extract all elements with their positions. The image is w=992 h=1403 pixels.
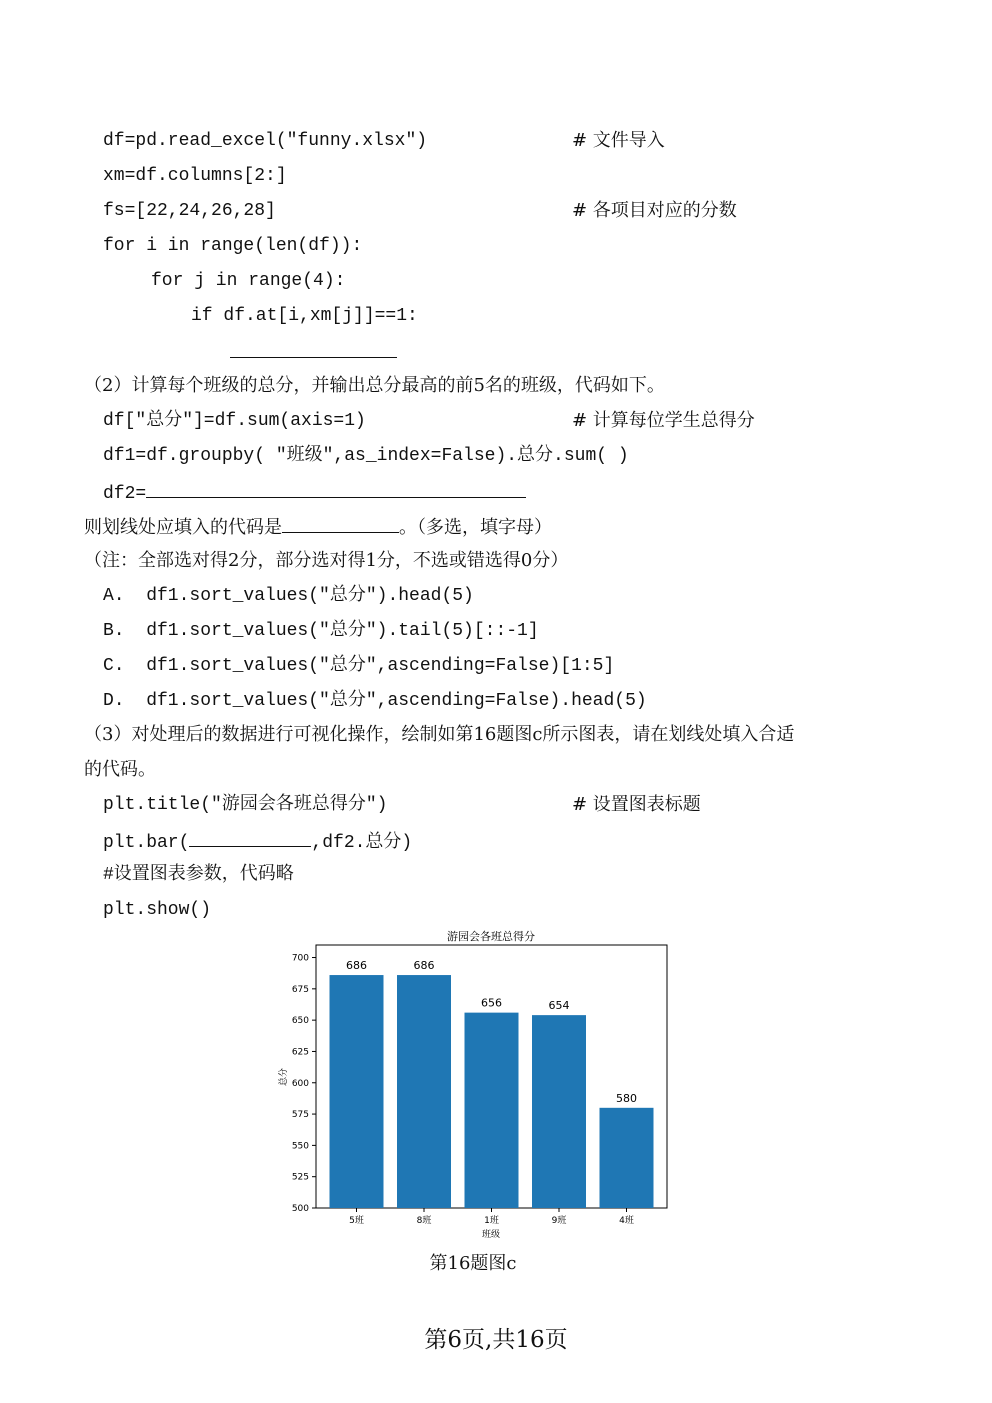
y-tick-label: 625 xyxy=(291,1047,309,1058)
bar xyxy=(465,1013,519,1208)
bar xyxy=(600,1108,654,1208)
code-line-for-j: for j in range(4): xyxy=(151,271,346,291)
q3-code-show: plt.show() xyxy=(103,900,212,920)
y-tick-label: 575 xyxy=(291,1110,309,1121)
y-tick-label: 675 xyxy=(291,984,309,995)
bar-chart xyxy=(270,922,680,1242)
y-tick-label: 650 xyxy=(291,1016,309,1027)
q2-code-groupby: df1=df.groupby( "班级",as_index=False).总分.sum( ) xyxy=(103,446,629,466)
y-tick-label: 600 xyxy=(291,1078,309,1089)
option-c: C. df1.sort_values("总分",ascending=False)[1:5] xyxy=(103,656,615,676)
y-tick-label: 500 xyxy=(291,1204,309,1214)
q2-ask xyxy=(84,514,552,540)
q3-prompt-line1: （3）对处理后的数据进行可视化操作，绘制如第16题图c所示图表，请在划线处填入合适 xyxy=(84,724,795,745)
bar xyxy=(330,975,384,1208)
x-tick-label: 8班 xyxy=(416,1216,432,1226)
q2-code-sum: df["总分"]=df.sum(axis=1) xyxy=(103,411,366,431)
bar xyxy=(397,975,451,1208)
q2-ask-pre: 则划线处应填入的代码是 xyxy=(84,517,282,538)
x-tick-label: 5班 xyxy=(349,1216,364,1226)
q3-bar-post: ,df2.总分) xyxy=(311,833,413,853)
x-tick-label: 9班 xyxy=(551,1216,567,1226)
answer-blank-1[interactable] xyxy=(230,357,397,358)
code-line-if: if df.at[i,xm[j]]==1: xyxy=(191,306,418,326)
code-line-scores: fs=[22,24,26,28] xyxy=(103,201,276,221)
y-tick-label: 550 xyxy=(291,1141,309,1152)
x-tick-label: 1班 xyxy=(484,1216,499,1226)
q3-bar-pre: plt.bar( xyxy=(103,833,190,853)
q3-code-bar xyxy=(103,828,412,855)
x-axis-label: 班级 xyxy=(481,1230,501,1240)
y-tick-label: 525 xyxy=(291,1172,309,1183)
answer-blank-4[interactable] xyxy=(189,828,311,847)
q3-code-title: plt.title("游园会各班总得分") xyxy=(103,795,388,815)
q3-code-params: #设置图表参数，代码略 xyxy=(103,865,294,885)
q2-note: （注：全部选对得2分，部分选对得1分，不选或错选得0分） xyxy=(84,550,569,571)
option-d: D. df1.sort_values("总分",ascending=False).head(5) xyxy=(103,691,647,711)
q2-prompt: （2）计算每个班级的总分，并输出总分最高的前5名的班级，代码如下。 xyxy=(84,375,665,396)
bar xyxy=(532,1015,586,1208)
chart-title: 游园会各班总得分 xyxy=(447,930,535,943)
code-line-read-excel: df=pd.read_excel("funny.xlsx") xyxy=(103,131,428,151)
bar-value-label: 686 xyxy=(413,959,435,973)
page-footer: 第6页,共16页 xyxy=(424,1327,568,1353)
option-a: A. df1.sort_values("总分").head(5) xyxy=(103,586,474,606)
bar-value-label: 580 xyxy=(616,1091,637,1105)
figure-caption: 第16题图c xyxy=(429,1253,517,1274)
q2-code-df2 xyxy=(103,479,526,506)
code-line-columns: xm=df.columns[2:] xyxy=(103,166,287,186)
answer-blank-2[interactable] xyxy=(146,479,526,498)
bars-group xyxy=(330,959,654,1208)
y-axis xyxy=(292,954,316,1214)
y-axis-label: 总分 xyxy=(279,1067,289,1087)
answer-blank-3[interactable] xyxy=(282,514,399,533)
q3-prompt-line2: 的代码。 xyxy=(84,759,156,780)
q2-ask-post: 。（多选，填字母） xyxy=(399,517,552,538)
bar-value-label: 656 xyxy=(481,996,502,1010)
q2-df2-label: df2= xyxy=(103,484,147,504)
bar-value-label: 686 xyxy=(346,959,367,973)
x-tick-label: 4班 xyxy=(619,1216,634,1226)
bar-value-label: 654 xyxy=(548,999,570,1013)
q3-comment-title: # 设置图表标题 xyxy=(572,794,701,815)
code-comment-scores: # 各项目对应的分数 xyxy=(572,200,737,221)
x-axis xyxy=(349,1208,634,1226)
q2-comment-sum: # 计算每位学生总得分 xyxy=(572,410,755,431)
code-comment-import: # 文件导入 xyxy=(572,130,665,151)
code-line-for-i: for i in range(len(df)): xyxy=(103,236,363,256)
option-b: B. df1.sort_values("总分").tail(5)[::-1] xyxy=(103,621,539,641)
y-tick-label: 700 xyxy=(291,953,309,964)
